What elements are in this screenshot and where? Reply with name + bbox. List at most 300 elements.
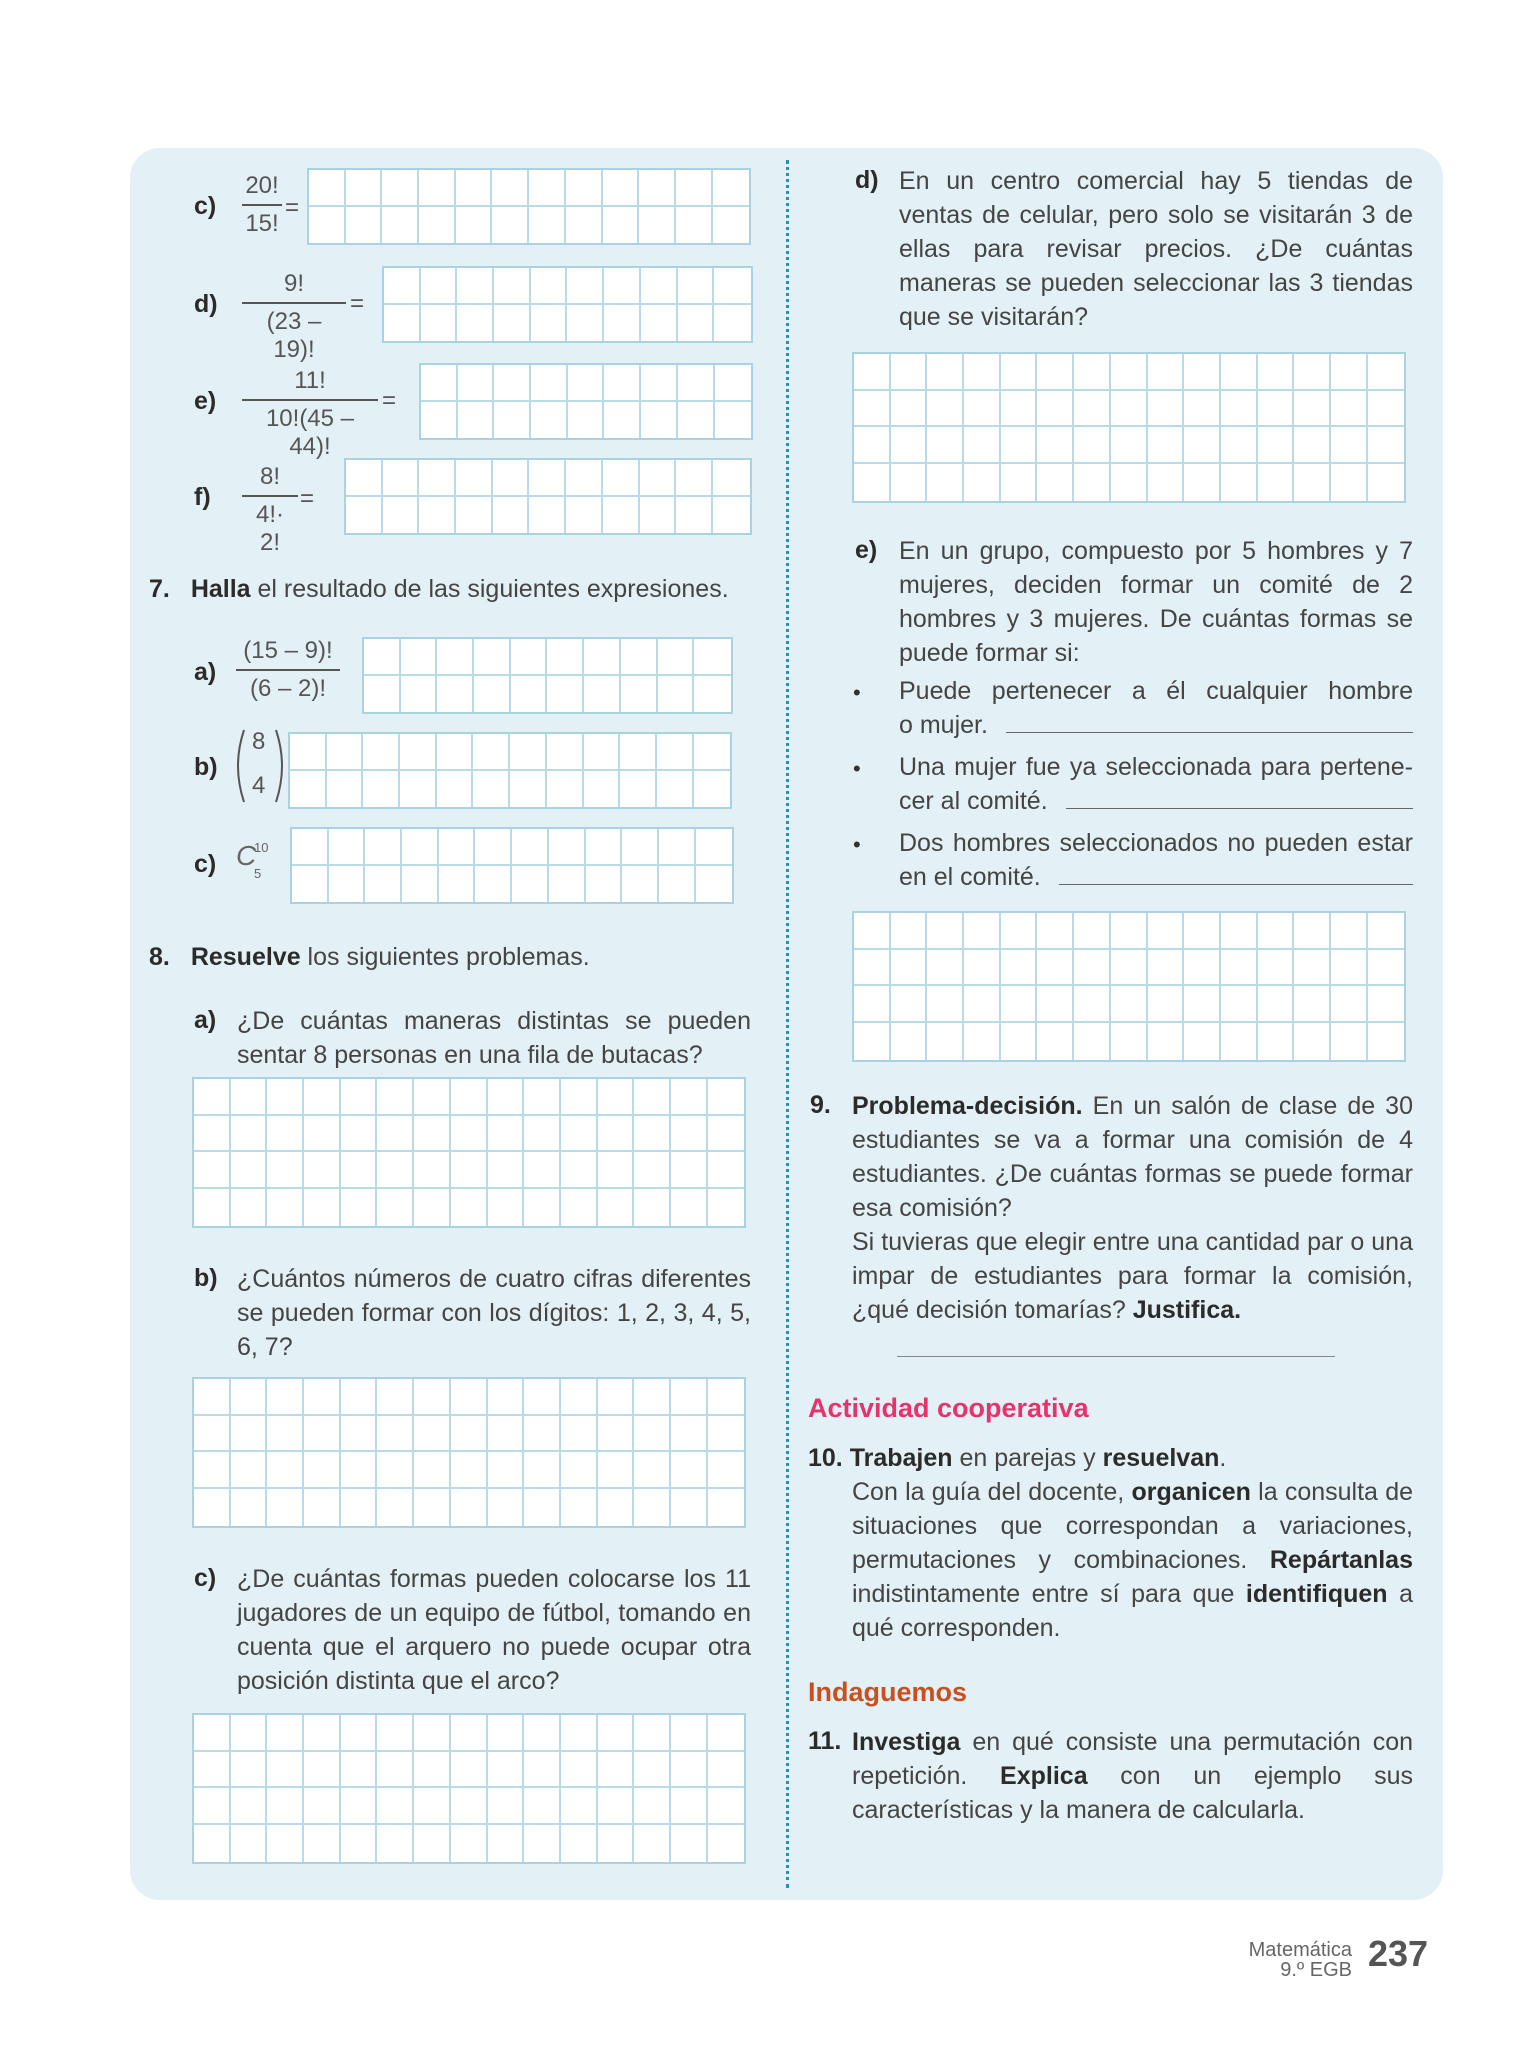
grid-cell[interactable] [561,1152,598,1189]
grid-cell[interactable] [231,1116,268,1153]
grid-cell[interactable] [194,1752,231,1789]
grid-cell[interactable] [1111,986,1148,1023]
grid-cell[interactable] [341,1752,378,1789]
grid-cell[interactable] [492,170,529,207]
grid-cell[interactable] [676,460,713,497]
grid-cell[interactable] [327,734,364,771]
grid-cell[interactable] [547,639,584,676]
grid-cell[interactable] [439,866,476,903]
grid-cell[interactable] [304,1452,341,1489]
grid-cell[interactable] [1074,391,1111,428]
grid-cell[interactable] [547,676,584,713]
grid-cell[interactable] [524,1489,561,1526]
grid-cell[interactable] [231,1152,268,1189]
grid-cell[interactable] [964,1023,1001,1060]
grid-cell[interactable] [671,1379,708,1416]
grid-cell[interactable] [365,866,402,903]
grid-cell[interactable] [1221,464,1258,501]
grid-cell[interactable] [657,771,694,808]
grid-cell[interactable] [529,497,566,534]
grid-cell[interactable] [346,170,383,207]
grid-cell[interactable] [531,268,568,305]
grid-cell[interactable] [1111,354,1148,391]
grid-cell[interactable] [1074,464,1111,501]
grid-cell[interactable] [377,1379,414,1416]
grid-cell[interactable] [1074,913,1111,950]
grid-cell[interactable] [304,1825,341,1862]
grid-cell[interactable] [634,1489,671,1526]
grid-cell[interactable] [524,1825,561,1862]
grid-cell[interactable] [341,1116,378,1153]
grid-cell[interactable] [1221,1023,1258,1060]
grid-cell[interactable] [671,1715,708,1752]
grid-cell[interactable] [1221,354,1258,391]
grid-cell[interactable] [1258,354,1295,391]
grid-cell[interactable] [1221,427,1258,464]
grid-cell[interactable] [1148,1023,1185,1060]
grid-cell[interactable] [414,1152,451,1189]
grid-cell[interactable] [304,1189,341,1226]
grid-cell[interactable] [584,676,621,713]
grid-cell[interactable] [341,1379,378,1416]
grid-cell[interactable] [566,170,603,207]
grid-cell[interactable] [194,1825,231,1862]
grid-cell[interactable] [377,1715,414,1752]
grid-cell[interactable] [1037,950,1074,987]
grid-cell[interactable] [694,734,731,771]
grid-cell[interactable] [561,1788,598,1825]
grid-cell[interactable] [1148,913,1185,950]
grid-cell[interactable] [304,1079,341,1116]
grid-cell[interactable] [598,1379,635,1416]
grid-cell[interactable] [364,639,401,676]
grid-cell[interactable] [1184,427,1221,464]
grid-cell[interactable] [1001,391,1038,428]
grid-cell[interactable] [475,866,512,903]
grid-cell[interactable] [529,460,566,497]
grid-cell[interactable] [1331,427,1368,464]
grid-cell[interactable] [292,866,329,903]
grid-cell[interactable] [437,676,474,713]
grid-cell[interactable] [671,1489,708,1526]
grid-cell[interactable] [1258,464,1295,501]
grid-cell[interactable] [1148,986,1185,1023]
grid-cell[interactable] [584,771,621,808]
grid-cell[interactable] [231,1825,268,1862]
grid-cell[interactable] [708,1489,745,1526]
grid-cell[interactable] [715,365,752,402]
grid-cell[interactable] [304,1715,341,1752]
grid-cell[interactable] [1294,391,1331,428]
grid-cell[interactable] [421,268,458,305]
grid-cell[interactable] [488,1825,525,1862]
grid-cell[interactable] [1111,464,1148,501]
grid-cell[interactable] [1001,913,1038,950]
grid-cell[interactable] [708,1079,745,1116]
grid-cell[interactable] [377,1825,414,1862]
grid-cell[interactable] [604,402,641,439]
grid-cell[interactable] [414,1825,451,1862]
grid-cell[interactable] [267,1116,304,1153]
grid-cell[interactable] [456,207,493,244]
grid-cell[interactable] [329,829,366,866]
grid-cell[interactable] [437,734,474,771]
grid-cell[interactable] [678,365,715,402]
grid-cell[interactable] [1368,464,1405,501]
answer-grid-q8a[interactable] [192,1077,746,1228]
grid-cell[interactable] [524,1452,561,1489]
grid-cell[interactable] [414,1788,451,1825]
grid-cell[interactable] [419,497,456,534]
grid-cell[interactable] [1184,464,1221,501]
grid-cell[interactable] [891,1023,928,1060]
grid-cell[interactable] [1294,1023,1331,1060]
grid-cell[interactable] [341,1715,378,1752]
grid-cell[interactable] [524,1116,561,1153]
grid-cell[interactable] [708,1452,745,1489]
grid-cell[interactable] [1294,986,1331,1023]
grid-cell[interactable] [964,950,1001,987]
grid-cell[interactable] [414,1189,451,1226]
grid-cell[interactable] [641,365,678,402]
grid-cell[interactable] [451,1116,488,1153]
grid-cell[interactable] [891,950,928,987]
grid-cell[interactable] [529,170,566,207]
grid-cell[interactable] [451,1715,488,1752]
grid-cell[interactable] [231,1788,268,1825]
grid-cell[interactable] [524,1152,561,1189]
grid-cell[interactable] [1184,950,1221,987]
grid-cell[interactable] [678,402,715,439]
grid-cell[interactable] [854,950,891,987]
grid-cell[interactable] [854,354,891,391]
grid-cell[interactable] [964,913,1001,950]
grid-cell[interactable] [488,1788,525,1825]
grid-cell[interactable] [414,1079,451,1116]
grid-cell[interactable] [341,1079,378,1116]
grid-cell[interactable] [488,1489,525,1526]
grid-cell[interactable] [365,829,402,866]
grid-cell[interactable] [639,207,676,244]
grid-cell[interactable] [927,354,964,391]
grid-cell[interactable] [1111,427,1148,464]
grid-cell[interactable] [708,1715,745,1752]
grid-cell[interactable] [634,1416,671,1453]
grid-cell[interactable] [708,1116,745,1153]
grid-cell[interactable] [382,207,419,244]
grid-cell[interactable] [854,913,891,950]
grid-cell[interactable] [194,1452,231,1489]
grid-cell[interactable] [304,1152,341,1189]
grid-cell[interactable] [566,460,603,497]
grid-cell[interactable] [598,1152,635,1189]
grid-cell[interactable] [659,829,696,866]
grid-cell[interactable] [696,829,733,866]
grid-cell[interactable] [1074,986,1111,1023]
grid-cell[interactable] [1001,986,1038,1023]
grid-cell[interactable] [346,497,383,534]
grid-cell[interactable] [494,268,531,305]
grid-cell[interactable] [713,207,750,244]
grid-cell[interactable] [634,1752,671,1789]
grid-cell[interactable] [267,1152,304,1189]
grid-cell[interactable] [341,1416,378,1453]
grid-cell[interactable] [694,639,731,676]
grid-cell[interactable] [231,1752,268,1789]
grid-cell[interactable] [927,1023,964,1060]
grid-cell[interactable] [676,497,713,534]
grid-cell[interactable] [341,1825,378,1862]
answer-grid-q6c[interactable] [307,168,751,245]
grid-cell[interactable] [1258,1023,1295,1060]
grid-cell[interactable] [231,1715,268,1752]
grid-cell[interactable] [584,734,621,771]
grid-cell[interactable] [715,402,752,439]
grid-cell[interactable] [671,1416,708,1453]
grid-cell[interactable] [964,391,1001,428]
grid-cell[interactable] [639,170,676,207]
grid-cell[interactable] [414,1752,451,1789]
grid-cell[interactable] [488,1152,525,1189]
grid-cell[interactable] [488,1116,525,1153]
grid-cell[interactable] [1111,913,1148,950]
grid-cell[interactable] [549,829,586,866]
grid-cell[interactable] [1331,391,1368,428]
grid-cell[interactable] [1148,354,1185,391]
grid-cell[interactable] [671,1452,708,1489]
grid-cell[interactable] [346,460,383,497]
grid-cell[interactable] [714,305,751,342]
grid-cell[interactable] [634,1788,671,1825]
grid-cell[interactable] [290,771,327,808]
grid-cell[interactable] [891,464,928,501]
grid-cell[interactable] [524,1715,561,1752]
grid-cell[interactable] [1037,391,1074,428]
grid-cell[interactable] [604,268,641,305]
grid-cell[interactable] [304,1416,341,1453]
grid-cell[interactable] [1184,1023,1221,1060]
grid-cell[interactable] [964,464,1001,501]
grid-cell[interactable] [586,866,623,903]
grid-cell[interactable] [231,1189,268,1226]
grid-cell[interactable] [488,1715,525,1752]
grid-cell[interactable] [891,391,928,428]
grid-cell[interactable] [377,1116,414,1153]
grid-cell[interactable] [1258,986,1295,1023]
grid-cell[interactable] [1331,354,1368,391]
grid-cell[interactable] [494,365,531,402]
grid-cell[interactable] [1368,950,1405,987]
grid-cell[interactable] [927,427,964,464]
grid-cell[interactable] [1258,391,1295,428]
grid-cell[interactable] [267,1379,304,1416]
grid-cell[interactable] [451,1189,488,1226]
grid-cell[interactable] [421,305,458,342]
grid-cell[interactable] [383,460,420,497]
grid-cell[interactable] [474,639,511,676]
grid-cell[interactable] [927,391,964,428]
grid-cell[interactable] [531,402,568,439]
grid-cell[interactable] [341,1152,378,1189]
grid-cell[interactable] [1331,1023,1368,1060]
grid-cell[interactable] [1037,427,1074,464]
grid-cell[interactable] [384,268,421,305]
grid-cell[interactable] [383,497,420,534]
grid-cell[interactable] [634,1825,671,1862]
grid-cell[interactable] [1221,986,1258,1023]
grid-cell[interactable] [400,771,437,808]
grid-cell[interactable] [676,170,713,207]
grid-cell[interactable] [714,268,751,305]
grid-cell[interactable] [488,1416,525,1453]
grid-cell[interactable] [713,460,750,497]
grid-cell[interactable] [1074,950,1111,987]
grid-cell[interactable] [1037,354,1074,391]
grid-cell[interactable] [382,170,419,207]
grid-cell[interactable] [604,305,641,342]
grid-cell[interactable] [1294,427,1331,464]
q9-answer-line[interactable] [897,1356,1335,1357]
grid-cell[interactable] [854,391,891,428]
grid-cell[interactable] [451,1752,488,1789]
grid-cell[interactable] [377,1152,414,1189]
grid-cell[interactable] [1111,950,1148,987]
grid-cell[interactable] [549,866,586,903]
grid-cell[interactable] [964,354,1001,391]
grid-cell[interactable] [457,268,494,305]
grid-cell[interactable] [671,1079,708,1116]
grid-cell[interactable] [488,1452,525,1489]
grid-cell[interactable] [231,1452,268,1489]
grid-cell[interactable] [1111,391,1148,428]
grid-cell[interactable] [603,497,640,534]
grid-cell[interactable] [561,1825,598,1862]
grid-cell[interactable] [598,1752,635,1789]
grid-cell[interactable] [658,676,695,713]
grid-cell[interactable] [231,1079,268,1116]
grid-cell[interactable] [1368,427,1405,464]
grid-cell[interactable] [622,866,659,903]
grid-cell[interactable] [512,866,549,903]
grid-cell[interactable] [290,734,327,771]
grid-cell[interactable] [964,986,1001,1023]
grid-cell[interactable] [708,1416,745,1453]
grid-cell[interactable] [640,497,677,534]
grid-cell[interactable] [1221,913,1258,950]
grid-cell[interactable] [494,402,531,439]
grid-cell[interactable] [1074,354,1111,391]
grid-cell[interactable] [451,1452,488,1489]
grid-cell[interactable] [346,207,383,244]
grid-cell[interactable] [488,1379,525,1416]
grid-cell[interactable] [604,365,641,402]
grid-cell[interactable] [708,1152,745,1189]
grid-cell[interactable] [309,170,346,207]
grid-cell[interactable] [1001,950,1038,987]
grid-cell[interactable] [451,1489,488,1526]
grid-cell[interactable] [456,460,493,497]
grid-cell[interactable] [524,1079,561,1116]
grid-cell[interactable] [547,734,584,771]
grid-cell[interactable] [567,268,604,305]
grid-cell[interactable] [439,829,476,866]
grid-cell[interactable] [400,734,437,771]
grid-cell[interactable] [414,1379,451,1416]
grid-cell[interactable] [584,639,621,676]
grid-cell[interactable] [568,402,605,439]
grid-cell[interactable] [377,1416,414,1453]
grid-cell[interactable] [363,734,400,771]
grid-cell[interactable] [364,676,401,713]
grid-cell[interactable] [231,1489,268,1526]
grid-cell[interactable] [194,1416,231,1453]
grid-cell[interactable] [603,207,640,244]
grid-cell[interactable] [1037,986,1074,1023]
grid-cell[interactable] [854,464,891,501]
grid-cell[interactable] [1368,913,1405,950]
grid-cell[interactable] [603,170,640,207]
grid-cell[interactable] [488,1079,525,1116]
grid-cell[interactable] [451,1079,488,1116]
grid-cell[interactable] [547,771,584,808]
grid-cell[interactable] [267,1079,304,1116]
grid-cell[interactable] [1001,354,1038,391]
grid-cell[interactable] [488,1189,525,1226]
grid-cell[interactable] [708,1752,745,1789]
grid-cell[interactable] [1368,986,1405,1023]
grid-cell[interactable] [621,676,658,713]
grid-cell[interactable] [473,734,510,771]
grid-cell[interactable] [401,676,438,713]
answer-grid-q6d[interactable] [382,266,753,343]
grid-cell[interactable] [473,771,510,808]
grid-cell[interactable] [561,1416,598,1453]
grid-cell[interactable] [641,268,678,305]
grid-cell[interactable] [384,305,421,342]
grid-cell[interactable] [451,1825,488,1862]
grid-cell[interactable] [561,1452,598,1489]
grid-cell[interactable] [194,1116,231,1153]
grid-cell[interactable] [586,829,623,866]
grid-cell[interactable] [598,1079,635,1116]
grid-cell[interactable] [1221,950,1258,987]
grid-cell[interactable] [194,1715,231,1752]
grid-cell[interactable] [708,1379,745,1416]
grid-cell[interactable] [598,1715,635,1752]
grid-cell[interactable] [713,170,750,207]
grid-cell[interactable] [194,1379,231,1416]
grid-cell[interactable] [524,1379,561,1416]
grid-cell[interactable] [676,207,713,244]
grid-cell[interactable] [561,1752,598,1789]
grid-cell[interactable] [1148,391,1185,428]
grid-cell[interactable] [634,1152,671,1189]
grid-cell[interactable] [671,1825,708,1862]
grid-cell[interactable] [194,1079,231,1116]
grid-cell[interactable] [696,866,733,903]
grid-cell[interactable] [451,1788,488,1825]
grid-cell[interactable] [964,427,1001,464]
grid-cell[interactable] [1001,427,1038,464]
grid-cell[interactable] [474,676,511,713]
grid-cell[interactable] [659,866,696,903]
grid-cell[interactable] [634,1452,671,1489]
grid-cell[interactable] [363,771,400,808]
grid-cell[interactable] [622,829,659,866]
grid-cell[interactable] [1331,464,1368,501]
grid-cell[interactable] [267,1416,304,1453]
grid-cell[interactable] [598,1416,635,1453]
